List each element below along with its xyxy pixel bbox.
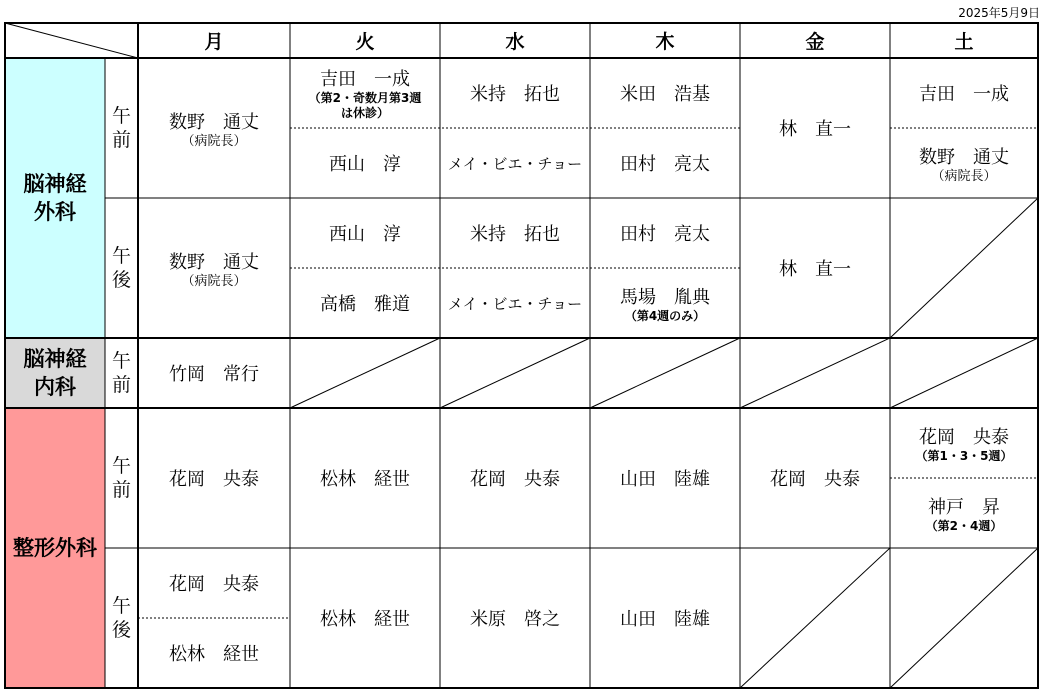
doctor-name: 田村 亮太 [620, 154, 710, 175]
dept-neurology-line2: 内科 [34, 375, 76, 399]
dept-orthopedics-label: 整形外科 [13, 536, 97, 560]
doctor-note: （第2・4週） [925, 518, 1003, 533]
period-char: 後 [111, 269, 131, 291]
period-am [105, 408, 138, 548]
doctor-name: 松林 経世 [169, 644, 259, 665]
ns-am-fri [740, 58, 890, 198]
ortho-pm-wed [440, 548, 590, 688]
period-am [105, 58, 138, 198]
closed-slash [890, 338, 1038, 408]
dept-neurosurgery [5, 58, 105, 338]
doctor-name: 田村 亮太 [620, 224, 710, 245]
doctor-note: （病院長） [181, 273, 247, 289]
day-header-thu: 木 [655, 31, 675, 53]
doctor-name: 花岡 央泰 [919, 426, 1009, 448]
doctor-note: は休診） [340, 106, 389, 120]
period-char: 前 [111, 479, 131, 501]
ns-am-wed-top [440, 58, 590, 128]
period-char: 午 [111, 595, 131, 617]
doctor-name: 数野 通丈 [919, 146, 1009, 168]
day-header-wed: 水 [505, 31, 525, 53]
doctor-name: 数野 通丈 [169, 111, 259, 133]
period-char: 午 [111, 350, 131, 372]
doctor-name: 高橋 雅道 [320, 294, 410, 315]
doctor-name: 松林 経世 [320, 609, 410, 630]
doctor-note: （第4週のみ） [624, 308, 706, 323]
day-header-tue: 火 [355, 31, 375, 53]
ortho-pm-thu [590, 548, 740, 688]
closed-slash [890, 198, 1038, 338]
ns-pm-mon [138, 198, 290, 338]
ortho-pm-mon-top [138, 548, 290, 618]
ns-am-tue-bottom [290, 128, 440, 198]
doctor-note: （病院長） [931, 168, 997, 184]
closed-slash [740, 548, 890, 688]
ns-pm-wed-top [440, 198, 590, 268]
ns-am-thu-top [590, 58, 740, 128]
ortho-am-tue [290, 408, 440, 548]
dept-neurosurgery-line1: 脳神経 [23, 172, 87, 196]
ns-am-wed-bottom [440, 128, 590, 198]
doctor-name: メイ・ビエ・チョー [447, 154, 583, 173]
ortho-pm-tue [290, 548, 440, 688]
doctor-name: 花岡 央泰 [169, 469, 259, 490]
period-pm [105, 198, 138, 338]
doctor-name: 西山 淳 [329, 224, 401, 245]
doctor-name: 西山 淳 [329, 154, 401, 175]
closed-slash [440, 338, 590, 408]
ns-am-mon [138, 58, 290, 198]
doctor-name: 花岡 央泰 [169, 574, 259, 595]
ns-pm-tue-bottom [290, 268, 440, 338]
doctor-note: （病院長） [181, 133, 247, 149]
doctor-name: メイ・ビエ・チョー [447, 294, 583, 313]
doctor-name: 米田 浩基 [620, 84, 710, 105]
ns-pm-fri [740, 198, 890, 338]
dept-neurology [5, 338, 105, 408]
doctor-name: 花岡 央泰 [470, 469, 560, 490]
ortho-am-fri [740, 408, 890, 548]
ns-am-thu-bottom [590, 128, 740, 198]
ns-pm-tue-top [290, 198, 440, 268]
period-char: 前 [111, 129, 131, 151]
doctor-name: 米持 拓也 [470, 84, 560, 105]
doctor-name: 数野 通丈 [169, 251, 259, 273]
doctor-name: 吉田 一成 [919, 84, 1009, 105]
period-am [105, 338, 138, 408]
doctor-name: 松林 経世 [320, 469, 410, 490]
dept-neurosurgery-line2: 外科 [34, 200, 76, 224]
ortho-am-thu [590, 408, 740, 548]
day-header-fri: 金 [805, 31, 825, 53]
closed-slash [590, 338, 740, 408]
doctor-note: （第2・奇数月第3週 [308, 91, 422, 105]
period-char: 後 [111, 619, 131, 641]
doctor-name: 馬場 胤典 [620, 286, 710, 308]
ns-pm-thu-bottom [590, 268, 740, 338]
ortho-am-sat-bottom [890, 478, 1038, 548]
ortho-am-mon [138, 408, 290, 548]
ortho-pm-mon-bottom [138, 618, 290, 688]
doctor-name: 米持 拓也 [470, 224, 560, 245]
period-char: 午 [111, 245, 131, 267]
period-char: 午 [111, 455, 131, 477]
doctor-name: 林 直一 [779, 259, 851, 280]
closed-slash [890, 548, 1038, 688]
ns-am-tue-top [290, 58, 440, 128]
ns-am-sat-bottom [890, 128, 1038, 198]
day-header-mon: 月 [204, 31, 224, 53]
period-char: 午 [111, 105, 131, 127]
doctor-name: 神戸 昇 [928, 496, 1000, 518]
doctor-name: 米原 啓之 [470, 609, 560, 630]
ns-am-sat-top [890, 58, 1038, 128]
doctor-note: （第1・3・5週） [915, 448, 1013, 463]
dept-neurology-line1: 脳神経 [23, 347, 87, 371]
date-label: 2025年5月9日 [958, 6, 1040, 20]
day-header-sat: 土 [954, 31, 974, 53]
doctor-name: 林 直一 [779, 119, 851, 140]
doctor-name: 山田 陸雄 [620, 469, 710, 490]
ns-pm-wed-bottom [440, 268, 590, 338]
doctor-name: 竹岡 常行 [169, 364, 259, 385]
period-char: 前 [111, 374, 131, 396]
doctor-name: 花岡 央泰 [770, 469, 860, 490]
period-pm [105, 548, 138, 688]
doctor-name: 山田 陸雄 [620, 609, 710, 630]
ortho-am-wed [440, 408, 590, 548]
dept-orthopedics [5, 408, 105, 688]
ns-pm-thu-top [590, 198, 740, 268]
closed-slash [740, 338, 890, 408]
closed-slash [290, 338, 440, 408]
ortho-am-sat-top [890, 408, 1038, 478]
neuro-am-mon [138, 338, 290, 408]
doctor-name: 吉田 一成 [320, 69, 410, 90]
